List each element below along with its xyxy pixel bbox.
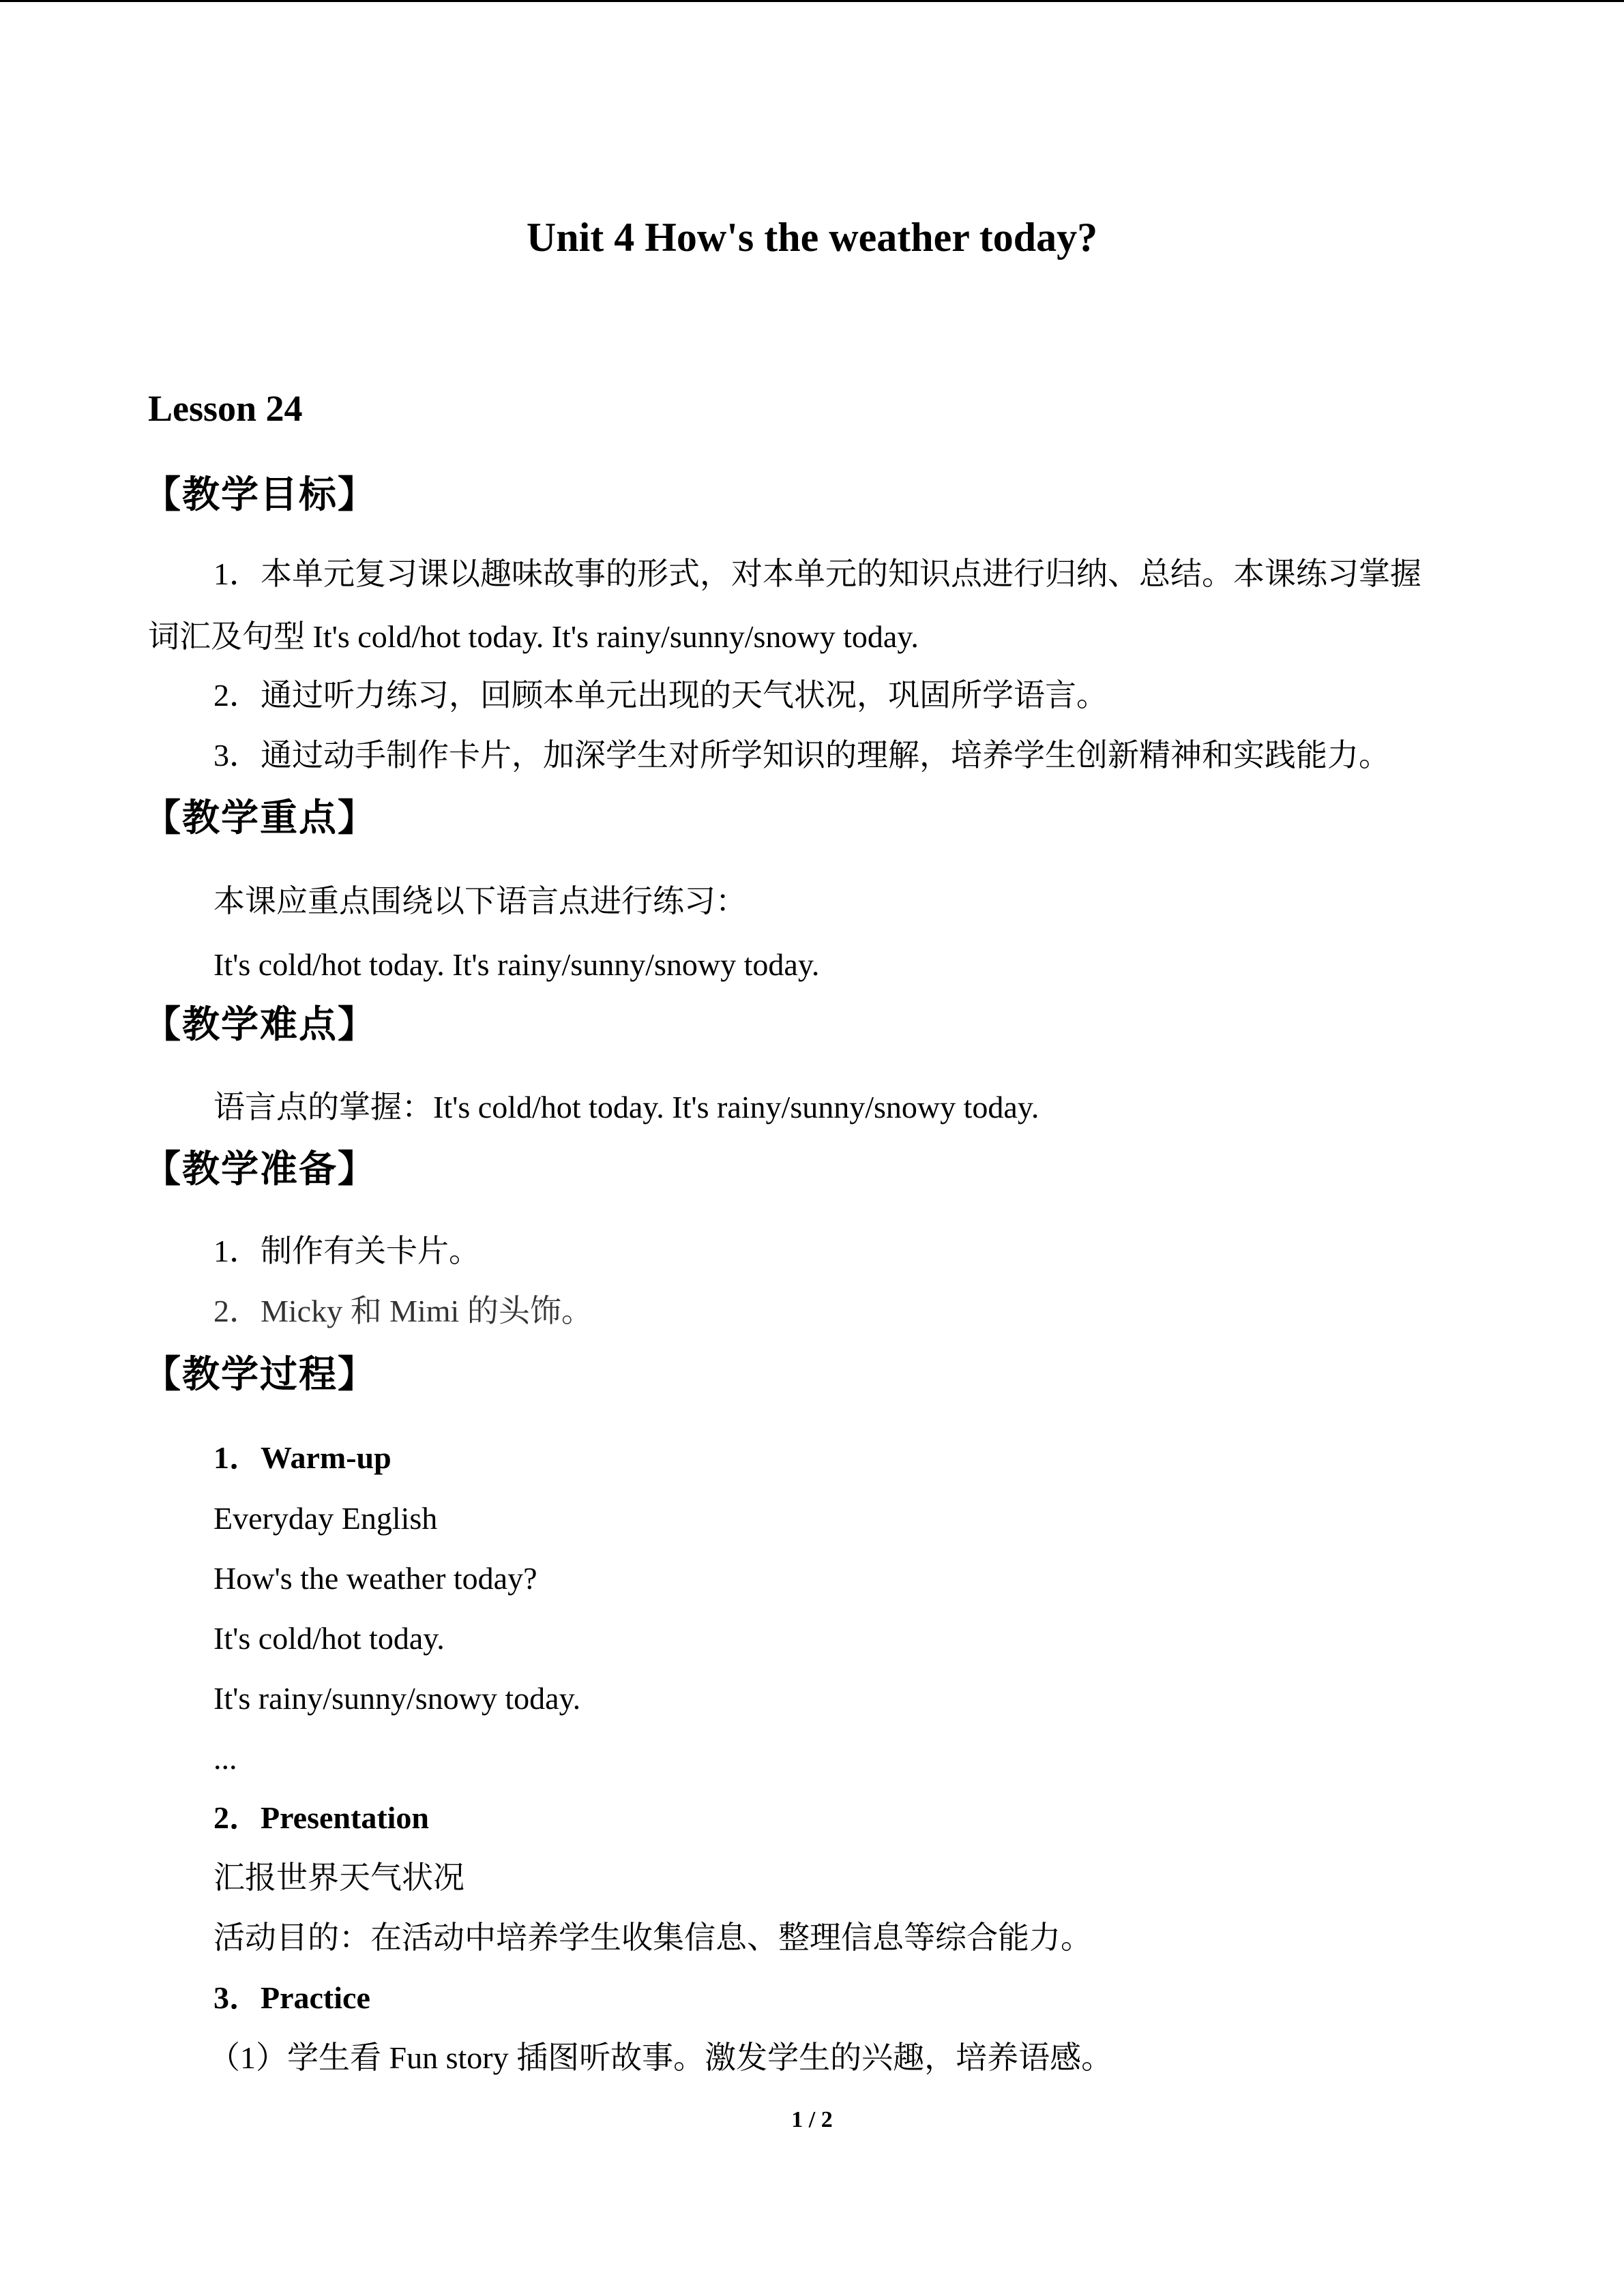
objective-item-1-line-1: 1．本单元复习课以趣味故事的形式，对本单元的知识点进行归纳、总结。本课练习掌握 — [213, 556, 1421, 591]
key-points-line-1: 本课应重点围绕以下语言点进行练习： — [213, 884, 747, 919]
objectives-heading: 【教学目标】 — [143, 473, 377, 516]
lesson-number: Lesson 24 — [148, 388, 303, 429]
key-points-heading: 【教学重点】 — [143, 796, 377, 839]
preparation-heading: 【教学准备】 — [143, 1147, 377, 1191]
step-1-line: ... — [213, 1741, 237, 1776]
step-1-line: It's cold/hot today. — [213, 1621, 445, 1656]
document-title: Unit 4 How's the weather today? — [526, 215, 1098, 260]
preparation-item-1: 1．制作有关卡片。 — [213, 1234, 480, 1268]
preparation-item-2: 2．Micky 和 Mimi 的头饰。 — [213, 1294, 593, 1328]
process-heading: 【教学过程】 — [143, 1352, 377, 1396]
step-3-title: 3．Practice — [213, 1980, 370, 2015]
step-1-title: 1．Warm-up — [213, 1440, 392, 1475]
step-2-line: 活动目的：在活动中培养学生收集信息、整理信息等综合能力。 — [213, 1920, 1092, 1955]
step-2-title: 2．Presentation — [213, 1800, 430, 1835]
page-indicator: 1 / 2 — [791, 2107, 833, 2132]
objective-item-3: 3．通过动手制作卡片，加深学生对所学知识的理解，培养学生创新精神和实践能力。 — [213, 738, 1390, 773]
objective-item-1-line-2: 词汇及句型 It's cold/hot today. It's rainy/sunny/snowy today. — [148, 619, 919, 654]
step-1-line: How's the weather today? — [213, 1561, 537, 1596]
step-3-line: （1）学生看 Fun story 插图听故事。激发学生的兴趣，培养语感。 — [209, 2040, 1113, 2075]
step-1-line: It's rainy/sunny/snowy today. — [213, 1681, 581, 1716]
step-1-line: Everyday English — [213, 1501, 438, 1536]
difficulties-line-1: 语言点的掌握：It's cold/hot today. It's rainy/sunny/snowy today. — [213, 1090, 1039, 1124]
difficulties-heading: 【教学难点】 — [143, 1002, 377, 1046]
objective-item-2: 2．通过听力练习，回顾本单元出现的天气状况，巩固所学语言。 — [213, 678, 1108, 713]
top-border — [0, 0, 1624, 2]
key-points-line-2: It's cold/hot today. It's rainy/sunny/snowy today. — [213, 947, 820, 982]
step-2-line: 汇报世界天气状况 — [213, 1860, 464, 1895]
